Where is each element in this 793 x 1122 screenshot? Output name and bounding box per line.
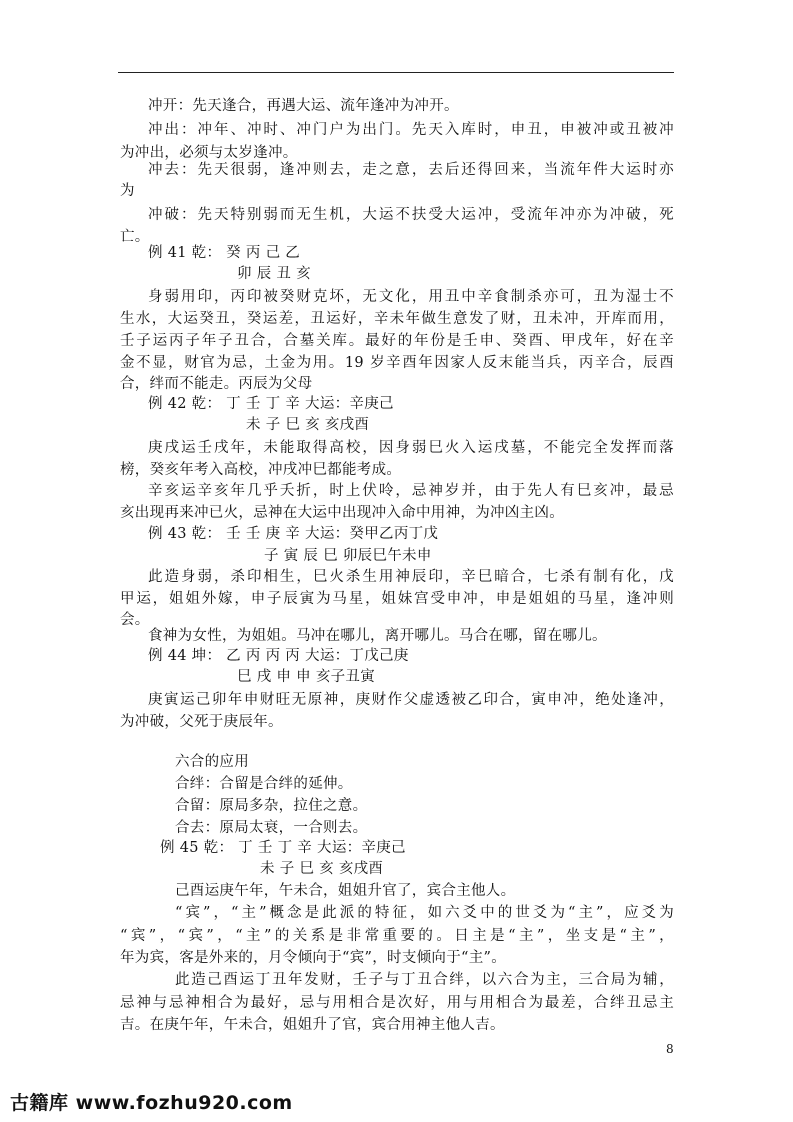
example-header: 例 45 乾： 丁 壬 丁 辛 大运：辛庚己 xyxy=(160,840,406,856)
text-line: 会。 xyxy=(120,612,150,628)
text-line: 合绊：合留是合绊的延伸。 xyxy=(175,776,353,792)
text-line: 辛亥运辛亥年几乎夭折，时上伏呤，忌神岁并，由于先人有巳亥冲，最忌 xyxy=(148,483,674,499)
text-line: 己酉运庚午年，午未合，姐姐升官了，宾合主他人。 xyxy=(175,883,516,899)
branches-line: 未 子 巳 亥 亥戌酉 xyxy=(246,417,370,433)
section-heading: 六合的应用 xyxy=(175,754,249,770)
header-rule xyxy=(118,72,674,73)
text-line: 此造己酉运丁丑年发财，壬子与丁丑合绊，以六合为主，三合局为辅， xyxy=(175,972,674,988)
text-line: 亡。 xyxy=(120,229,150,245)
branches-line: 巳 戌 申 申 亥子丑寅 xyxy=(237,669,376,685)
text-line: 为冲出，必须与太岁逢冲。 xyxy=(120,145,298,161)
watermark-brand: 古籍库 xyxy=(10,1092,69,1114)
text-line: 身弱用印，丙印被癸财克坏，无文化，用丑中辛食制杀亦可，丑为湿士不 xyxy=(148,289,674,305)
example-header: 例 41 乾： 癸 丙 己 乙 xyxy=(148,245,301,261)
text-line: 此造身弱，杀印相生，巳火杀生用神辰印，辛巳暗合，七杀有制有化，戊 xyxy=(148,569,674,585)
text-line: 为冲破，父死于庚辰年。 xyxy=(120,714,283,730)
text-line: 合留：原局多杂，拉住之意。 xyxy=(175,798,368,814)
text-line: 亥出现再来冲已火，忌神在大运中出现冲入命中用神，为冲凶主凶。 xyxy=(120,505,564,521)
text-line: 合，绊而不能走。丙辰为父母 xyxy=(120,376,313,392)
text-line: 食神为女性，为姐姐。马冲在哪儿，离开哪儿。马合在哪，留在哪儿。 xyxy=(148,628,607,644)
page-number: 8 xyxy=(666,1042,674,1056)
text-line: 冲开：先天逢合，再遇大运、流年逢冲为冲开。 xyxy=(148,98,459,114)
text-line: 庚寅运己卯年申财旺无原神，庚财作父虚透被乙印合，寅申冲，绝处逢冲， xyxy=(148,692,674,708)
watermark xyxy=(10,1088,293,1115)
branches-line: 子 寅 辰 巳 卯辰巳午未申 xyxy=(264,548,432,564)
text-line: 冲出：冲年、冲时、冲门户为出门。先天入库时，申丑，申被冲或丑被冲 xyxy=(148,122,674,138)
text-line: “宾”，“主”概念是此派的特征，如六爻中的世爻为“主”，应爻为 xyxy=(175,905,674,921)
text-line: 榜，癸亥年考入高校，冲戌冲巳都能考成。 xyxy=(120,462,402,478)
text-line: 合去：原局太衰，一合则去。 xyxy=(175,820,368,836)
example-header: 例 43 乾： 壬 壬 庚 辛 大运：癸甲乙丙丁戊 xyxy=(148,526,439,542)
example-header: 例 42 乾： 丁 壬 丁 辛 大运：辛庚己 xyxy=(148,396,394,412)
text-line: 金不显，财官为忌，土金为用。19 岁辛酉年因家人反末能当兵，丙辛合，辰酉 xyxy=(120,355,674,371)
text-line: 吉。在庚午年，午未合，姐姐升了官，宾合用神主他人吉。 xyxy=(120,1017,505,1033)
text-line: 忌神与忌神相合为最好，忌与用相合是次好，用与用相合为最差，合绊丑忌主 xyxy=(120,995,674,1011)
text-line: 冲破：先天特别弱而无生机，大运不扶受大运冲，受流年冲亦为冲破，死 xyxy=(148,207,674,223)
text-line: 甲运，姐姐外嫁，申子辰寅为马星，姐妹宫受申冲，申是姐姐的马星，逢冲则 xyxy=(120,591,674,607)
text-line: 生水，大运癸丑，癸运差，丑运好，辛未年做生意发了财，丑未冲，开库而用， xyxy=(120,311,674,327)
text-line: 冲去：先天很弱，逢冲则去，走之意，去后还得回来，当流年件大运时亦 xyxy=(148,162,674,178)
text-line: “宾”，“宾”，“主”的关系是非常重要的。日主是“主”，坐支是“主”， xyxy=(120,928,674,944)
text-line: 年为宾，客是外来的，月令倾向于“宾”，时支倾向于“主”。 xyxy=(120,950,507,966)
text-line: 壬子运丙子年子丑合，合墓关库。最好的年份是壬申、癸酉、甲戌年，好在辛 xyxy=(120,333,674,349)
example-header: 例 44 坤： 乙 丙 丙 丙 大运：丁戊己庚 xyxy=(148,648,409,664)
text-line: 为 xyxy=(120,183,135,199)
branches-line: 未 子 巳 亥 亥戌酉 xyxy=(260,861,384,877)
branches-line: 卯 辰 丑 亥 xyxy=(237,266,311,282)
text-line: 庚戌运壬戌年，未能取得高校，因身弱巳火入运戌墓，不能完全发挥而落 xyxy=(148,440,674,456)
watermark-domain: www.fozhu920.com xyxy=(75,1092,293,1114)
